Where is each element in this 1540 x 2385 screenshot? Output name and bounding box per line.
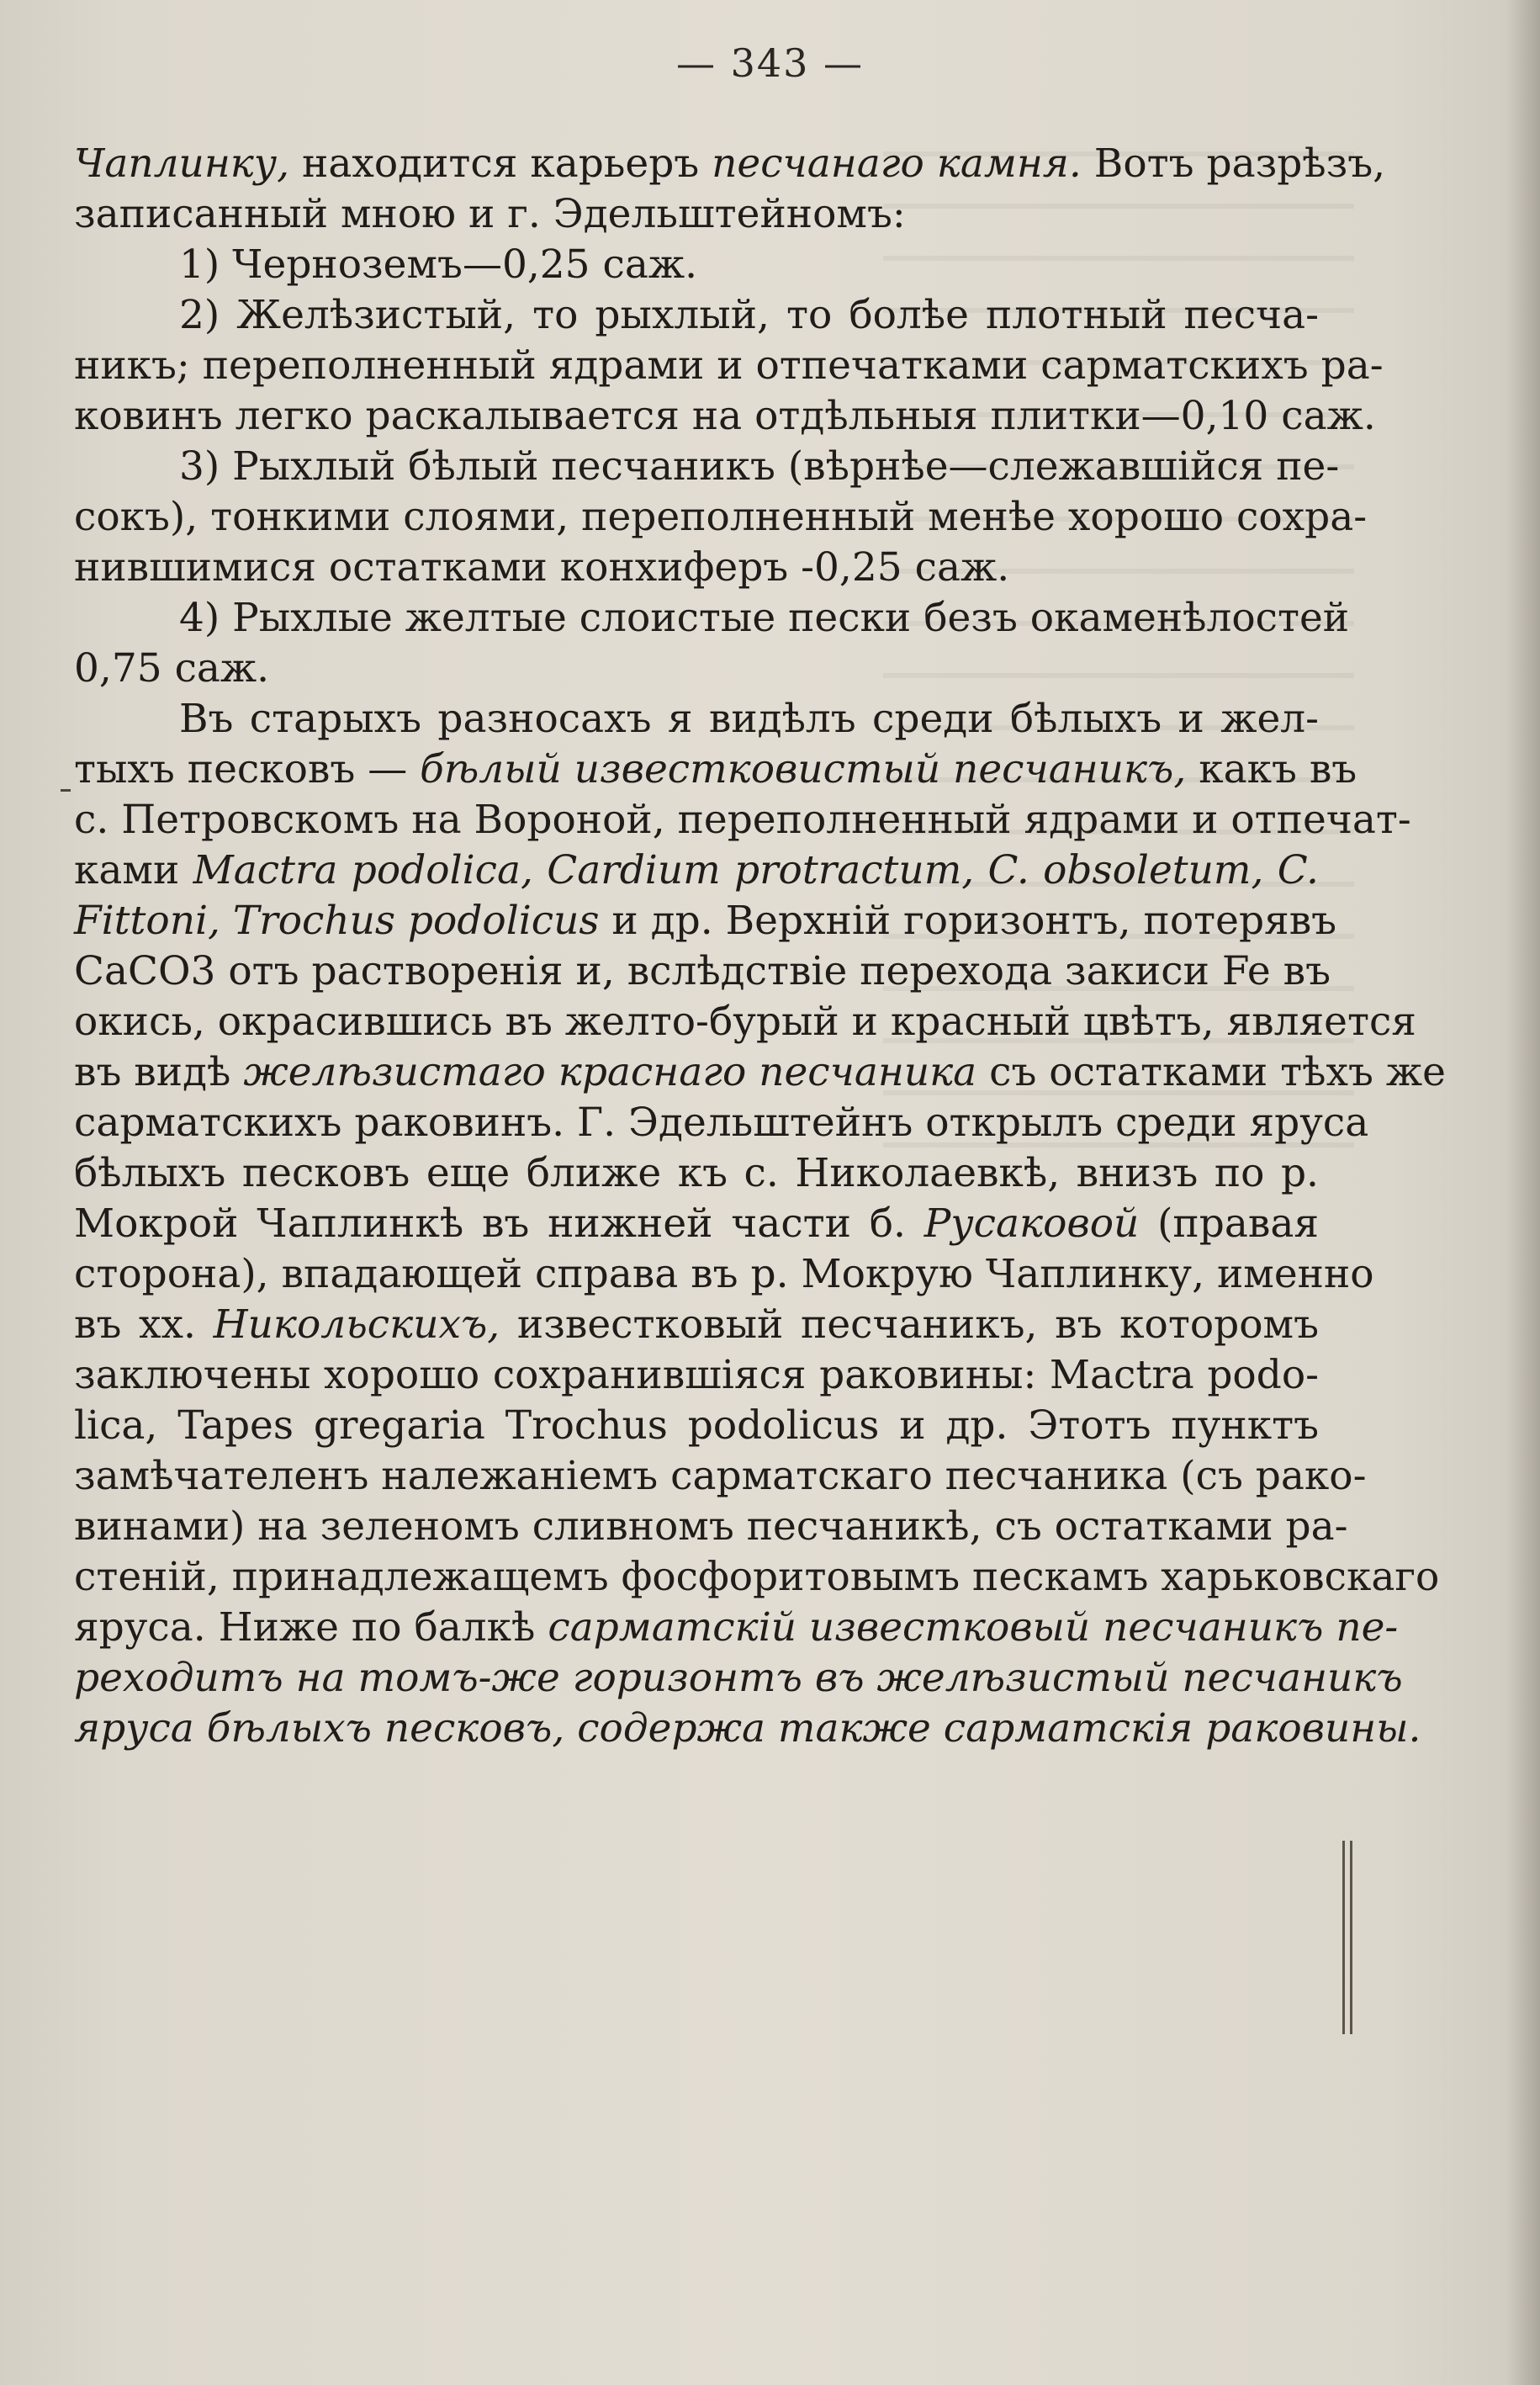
text-line bbox=[74, 1451, 1367, 1502]
margin-bracket-mark bbox=[1342, 1841, 1352, 2034]
text-segment: стеній, принадлежащемъ фосфоритовымъ пескамъ харьковскаго bbox=[74, 1554, 1440, 1600]
text-line bbox=[74, 189, 1319, 240]
text-line bbox=[74, 1603, 1399, 1653]
text-segment: Мокрой Чаплинкѣ въ нижней части б. bbox=[74, 1200, 924, 1247]
text-segment: яруса. Ниже по балкѣ bbox=[74, 1604, 548, 1651]
text-line bbox=[74, 1502, 1348, 1552]
text-segment: заключены хорошо сохранившіяся раковины: Mactra podo- bbox=[74, 1352, 1319, 1398]
italic-text: сарматскій известковый песчаникъ пе- bbox=[548, 1604, 1399, 1651]
text-line bbox=[74, 1401, 1319, 1451]
text-segment: 2) Желѣзистый, то рыхлый, то болѣе плотный песча- bbox=[179, 292, 1319, 338]
text-line bbox=[74, 1300, 1319, 1350]
text-line bbox=[74, 1148, 1319, 1199]
text-line bbox=[74, 1552, 1440, 1603]
text-segment: известковый песчаникъ, въ которомъ bbox=[500, 1301, 1319, 1348]
text-segment: (правая bbox=[1139, 1200, 1319, 1247]
text-segment: ковинъ легко раскалывается на отдѣльныя плитки—0,10 саж. bbox=[74, 393, 1376, 439]
italic-text: Чаплинку, bbox=[74, 140, 290, 187]
text-line bbox=[74, 845, 1319, 896]
italic-text: желѣзистаго краснаго песчаника bbox=[243, 1049, 977, 1095]
text-segment: 1) Черноземъ—0,25 саж. bbox=[179, 241, 698, 288]
text-line bbox=[74, 492, 1368, 543]
text-segment: нившимися остатками конхиферъ -0,25 саж. bbox=[74, 544, 1010, 591]
text-line bbox=[74, 644, 1319, 694]
text-line bbox=[74, 442, 1340, 492]
text-line bbox=[74, 1704, 1421, 1754]
text-segment: окись, окрасившись въ желто-бурый и красный цвѣтъ, является bbox=[74, 999, 1416, 1045]
text-segment: съ остатками тѣхъ же bbox=[976, 1049, 1446, 1095]
italic-text: Русаковой bbox=[923, 1200, 1140, 1247]
text-segment: и др. Верхній горизонтъ, потерявъ bbox=[599, 898, 1337, 944]
text-line bbox=[74, 290, 1319, 341]
text-line bbox=[74, 1653, 1403, 1704]
italic-text: бѣлый известковистый песчаникъ, bbox=[420, 746, 1187, 792]
text-line bbox=[74, 997, 1416, 1047]
text-line bbox=[74, 391, 1376, 442]
text-segment: Вотъ разрѣзъ, bbox=[1081, 140, 1386, 187]
text-line bbox=[74, 694, 1319, 745]
italic-text: яруса бѣлыхъ песковъ, содержа также сарматскія раковины. bbox=[74, 1705, 1421, 1752]
text-segment: бѣлыхъ песковъ еще ближе къ с. Николаевкѣ, внизъ по р. bbox=[74, 1150, 1319, 1196]
text-line bbox=[74, 795, 1411, 845]
text-line bbox=[74, 341, 1384, 391]
text-segment: въ хх. bbox=[74, 1301, 214, 1348]
text-segment: тыхъ песковъ — bbox=[74, 746, 421, 792]
text-segment: сторона), впадающей справа въ р. Мокрую Чаплинку, именно bbox=[74, 1251, 1374, 1297]
text-segment: 3) Рыхлый бѣлый песчаникъ (вѣрнѣе—слежавшійся пе- bbox=[179, 443, 1340, 490]
text-line bbox=[74, 1047, 1446, 1098]
text-segment: CaCO3 отъ растворенія и, вслѣдствіе перехода закиси Fe въ bbox=[74, 948, 1331, 994]
text-segment: Въ старыхъ разносахъ я видѣлъ среди бѣлыхъ и жел- bbox=[179, 696, 1319, 742]
text-segment: с. Петровскомъ на Вороной, переполненный ядрами и отпечат- bbox=[74, 797, 1411, 843]
text-segment: 4) Рыхлые желтые слоистые пески безъ окаменѣлостей bbox=[179, 595, 1350, 641]
text-line bbox=[74, 139, 1386, 189]
text-segment: какъ въ bbox=[1186, 746, 1357, 792]
text-segment: въ видѣ bbox=[74, 1049, 244, 1095]
italic-text: Fittoni, Trochus podolicus bbox=[74, 898, 600, 944]
page-edge-shadow bbox=[1506, 0, 1540, 2385]
text-segment: никъ; переполненный ядрами и отпечатками сарматскихъ ра- bbox=[74, 342, 1384, 389]
text-line bbox=[74, 745, 1357, 795]
italic-text: песчанаго камня. bbox=[712, 140, 1082, 187]
text-line bbox=[74, 240, 1319, 290]
italic-text: реходитъ на томъ-же горизонтъ въ желѣзистый песчаникъ bbox=[74, 1655, 1403, 1701]
body-text bbox=[74, 139, 1446, 1754]
margin-tick-mark bbox=[61, 789, 71, 792]
text-segment: ками bbox=[74, 847, 193, 893]
text-segment: сокъ), тонкими слоями, переполненный менѣе хорошо сохра- bbox=[74, 494, 1368, 540]
text-line bbox=[74, 896, 1337, 946]
italic-text: Mactra podolica, Cardium protractum, C. obsoletum, C. bbox=[193, 847, 1319, 893]
text-segment: записанный мною и г. Эдельштейномъ: bbox=[74, 191, 906, 237]
text-segment: lica, Tapes gregaria Trochus podolicus и др. Этотъ пунктъ bbox=[74, 1402, 1319, 1449]
text-line bbox=[74, 1350, 1319, 1401]
page-number: — 343 — bbox=[675, 40, 865, 86]
text-line bbox=[74, 1199, 1319, 1249]
text-segment: сарматскихъ раковинъ. Г. Эдельштейнъ открылъ среди яруса bbox=[74, 1100, 1369, 1146]
text-segment: находится карьеръ bbox=[289, 140, 712, 187]
text-line bbox=[74, 593, 1350, 644]
text-segment: 0,75 саж. bbox=[74, 645, 270, 692]
italic-text: Никольскихъ, bbox=[213, 1301, 500, 1348]
text-line bbox=[74, 946, 1331, 997]
text-line bbox=[74, 543, 1319, 593]
text-segment: замѣчателенъ належаніемъ сарматскаго песчаника (съ рако- bbox=[74, 1453, 1367, 1499]
text-segment: винами) на зеленомъ сливномъ песчаникѣ, съ остатками ра- bbox=[74, 1503, 1348, 1550]
text-line bbox=[74, 1249, 1374, 1300]
text-line bbox=[74, 1098, 1369, 1148]
